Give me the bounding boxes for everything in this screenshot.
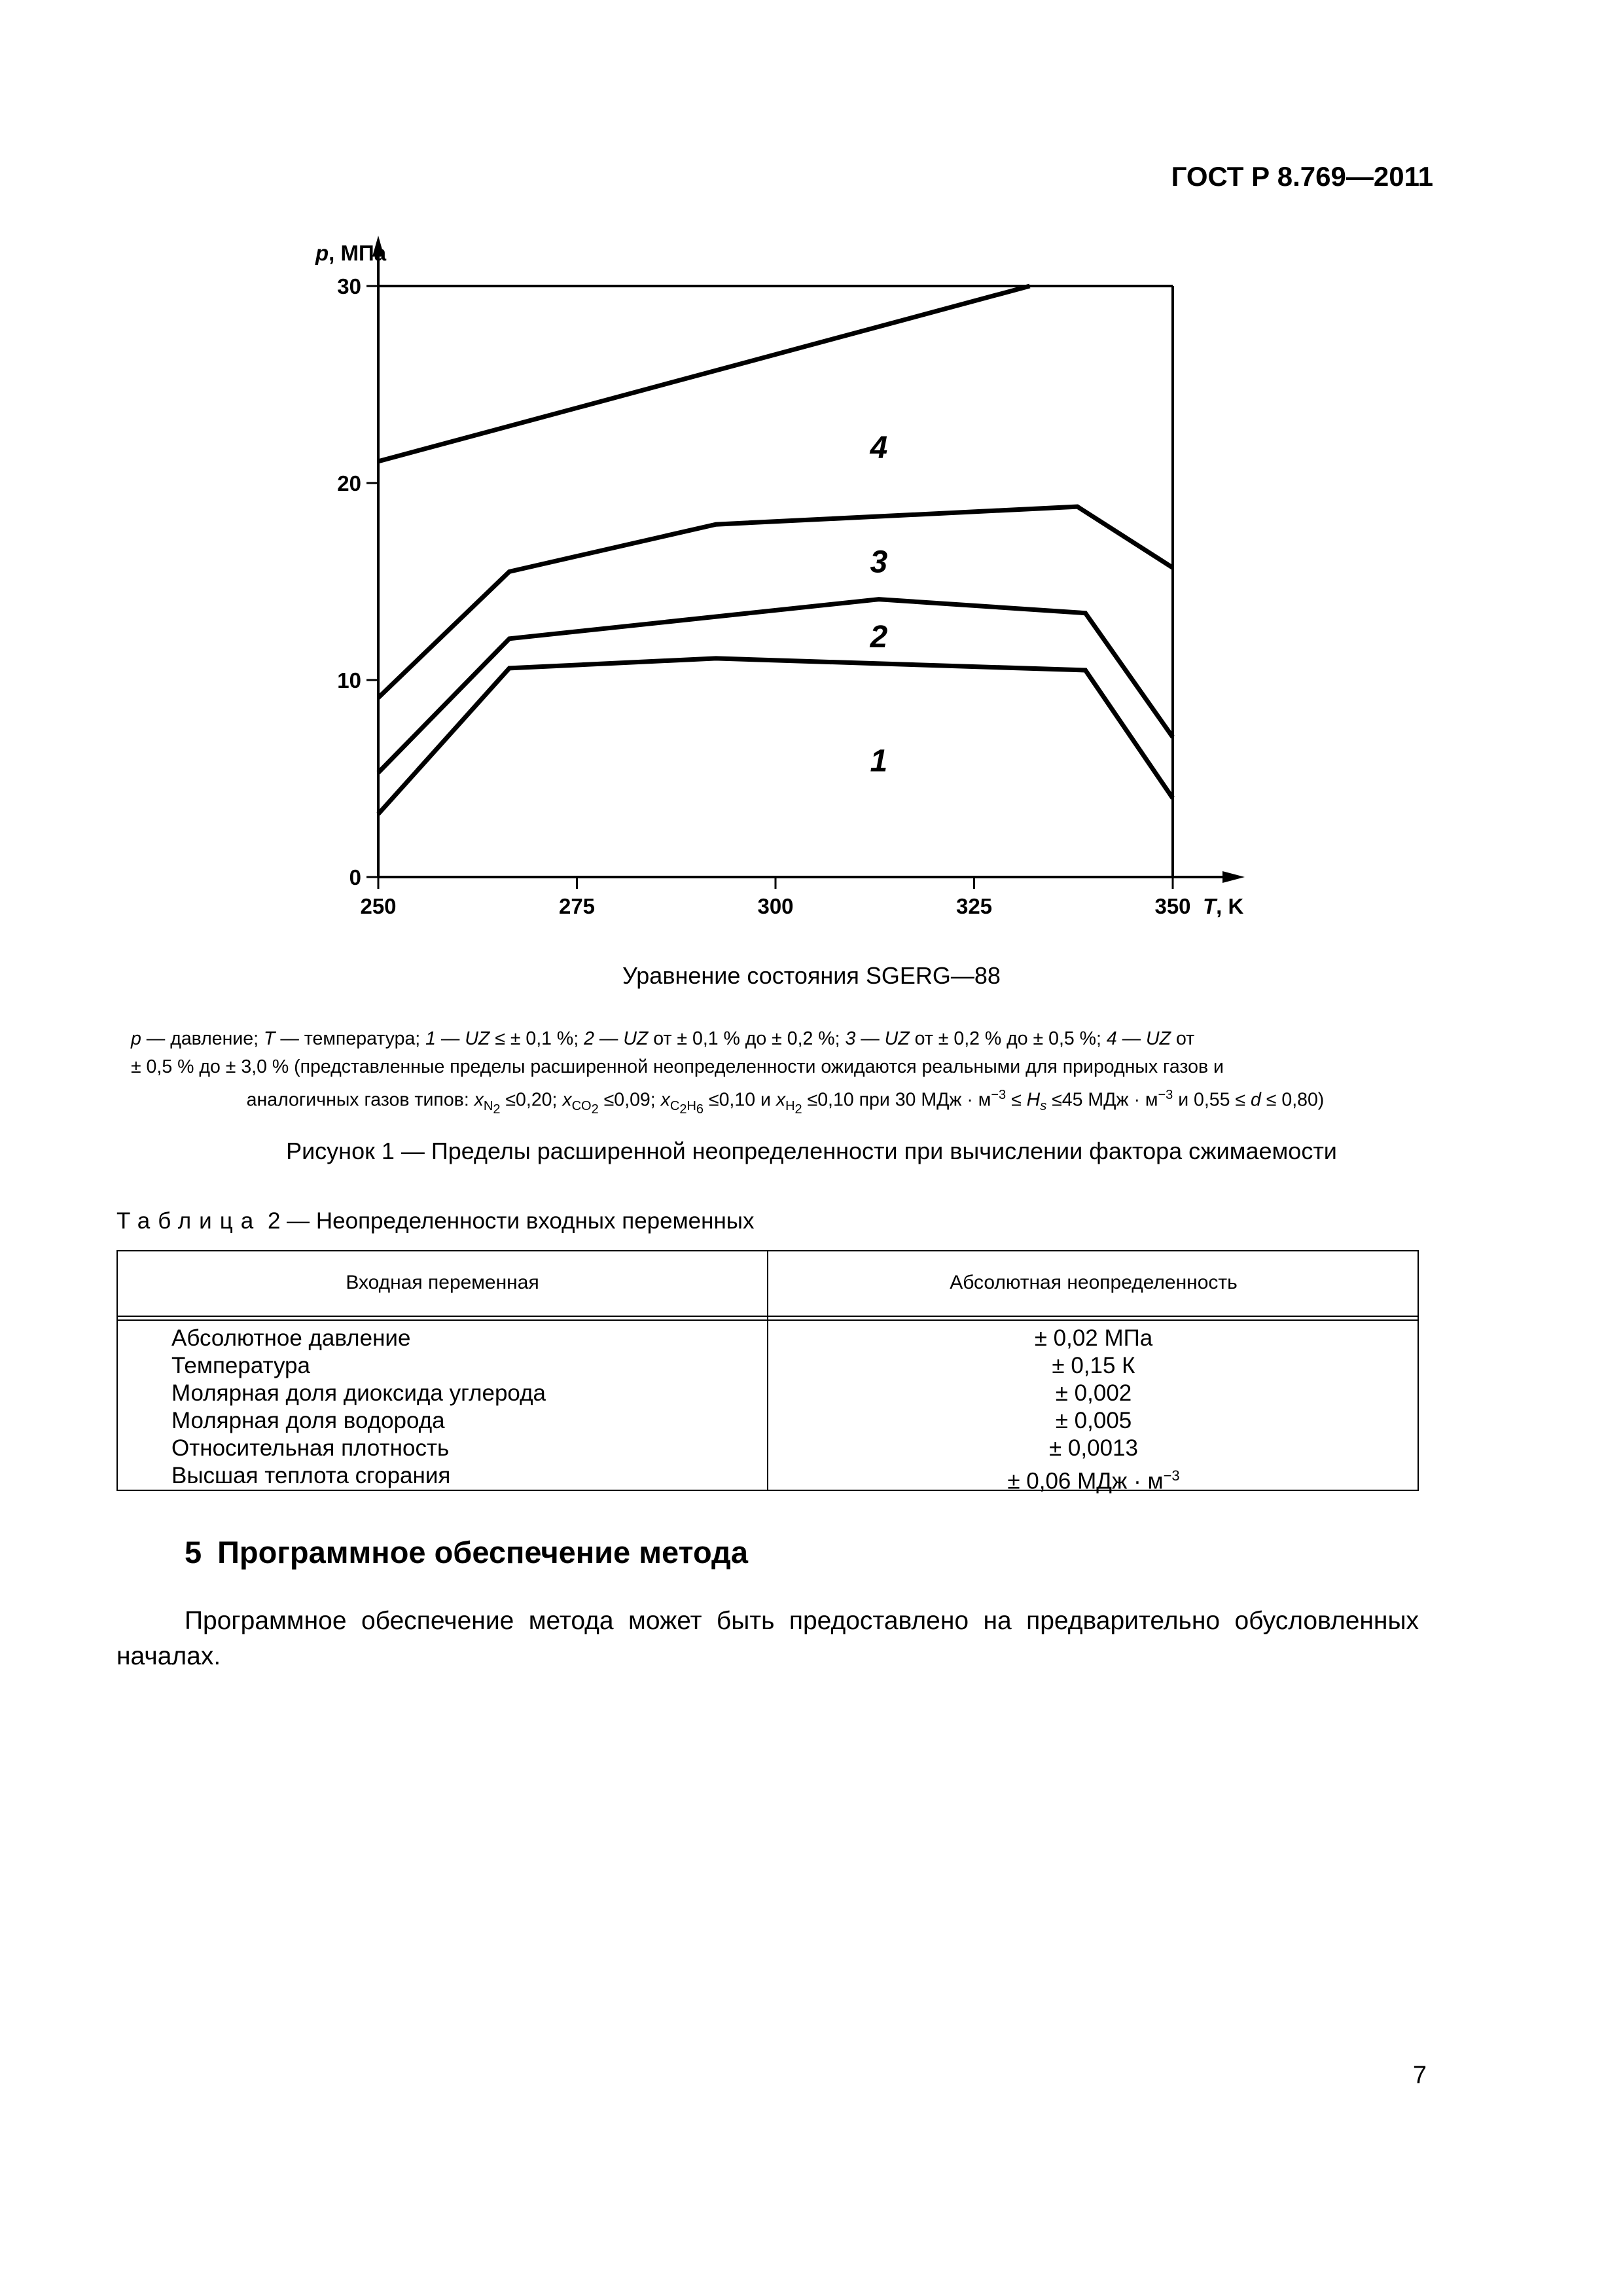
table-cell-uncertainty: ± 0,002 bbox=[1055, 1380, 1132, 1406]
table-cell-uncertainty: ± 0,0013 bbox=[1049, 1435, 1138, 1461]
table-cell-variable: Температура bbox=[171, 1353, 310, 1378]
region-label-2: 2 bbox=[870, 619, 888, 655]
table-cell-variable: Относительная плотность bbox=[171, 1435, 450, 1461]
table-cell-variable: Молярная доля диоксида углерода bbox=[171, 1380, 546, 1406]
section-number: 5 bbox=[185, 1535, 202, 1570]
page-number: 7 bbox=[1412, 2062, 1427, 2089]
table-caption bbox=[116, 1208, 754, 1234]
column-header-uncertainty: Абсолютная неопределенность bbox=[950, 1272, 1238, 1293]
x-tick-label: 350 bbox=[1154, 894, 1191, 918]
x-tick-label: 300 bbox=[757, 894, 794, 918]
x-axis-label: T, K bbox=[1203, 894, 1244, 918]
region-label-4: 4 bbox=[870, 430, 888, 465]
y-tick-label: 30 bbox=[337, 274, 361, 298]
table-cell-variable: Абсолютное давление bbox=[171, 1325, 411, 1351]
x-tick-label: 250 bbox=[360, 894, 397, 918]
y-tick-label: 20 bbox=[337, 471, 361, 495]
table-caption-prefix: Таблица bbox=[116, 1208, 262, 1234]
table-cell-uncertainty: ± 0,005 bbox=[1055, 1408, 1132, 1433]
chart-axes bbox=[372, 236, 1245, 883]
region-label-3: 3 bbox=[870, 545, 888, 580]
boundary-line-2 bbox=[378, 600, 1173, 773]
uncertainty-chart bbox=[0, 0, 1623, 956]
variable-column bbox=[171, 1325, 546, 1490]
x-tick-label: 325 bbox=[955, 894, 993, 918]
legend-line-1: p — давление; T — температура; 1 — UZ ≤ ± 0,1 %; 2 — UZ от ± 0,1 % до ± 0,2 %; 3 — UZ от ± 0,2 % до ± 0,5 %; 4 — UZ от bbox=[131, 1028, 1195, 1049]
section-heading bbox=[185, 1534, 748, 1570]
x-tick-label: 275 bbox=[558, 894, 596, 918]
table-cell-uncertainty: ± 0,06 МДж · $м^{-3}$ bbox=[1007, 1467, 1180, 1494]
column-header-variable: Входная переменная bbox=[346, 1272, 539, 1293]
document-code: ГОСТ Р 8.769—2011 bbox=[1171, 161, 1433, 192]
chart-ticks bbox=[315, 241, 1244, 918]
y-tick-label: 10 bbox=[337, 668, 361, 692]
y-axis-label: p, МПа bbox=[315, 241, 387, 265]
chart-region-labels bbox=[869, 431, 887, 779]
region-label-1: 1 bbox=[870, 744, 888, 779]
figure-legend bbox=[131, 1025, 1440, 1124]
chart-series bbox=[378, 286, 1173, 814]
equation-caption: Уравнение состояния SGERG—88 bbox=[622, 962, 1001, 989]
table-caption-text: 2 — Неопределенности входных переменных bbox=[261, 1208, 755, 1234]
legend-line-3: аналогичных газов типов: $x_{N_2} \le 0,20$; $x_{CO_2} \le 0,09$; $x_{C_2H_6} \le 0,10$ и $x_{H_2} \le 0,10$ при 30 МДж · $м^{-3} \le H_s \le 45$ МДж · $м^{-3}$ и 0,55 ≤ d ≤ 0,80) bbox=[246, 1088, 1325, 1117]
table-cell-variable: Высшая теплота сгорания bbox=[171, 1463, 451, 1488]
legend-line-2: ± 0,5 % до ± 3,0 % (представленные пределы расширенной неопределенности ожидаются реальными для природных газов и bbox=[131, 1056, 1224, 1077]
header-divider bbox=[118, 1316, 1418, 1317]
uncertainty-column bbox=[768, 1325, 1419, 1496]
uncertainty-table bbox=[116, 1250, 1419, 1494]
header-divider-double bbox=[118, 1319, 1418, 1321]
table-cell-uncertainty: ± 0,02 МПа bbox=[1034, 1325, 1153, 1351]
boundary-line-4 bbox=[378, 286, 1030, 461]
table-cell-variable: Молярная доля водорода bbox=[171, 1408, 445, 1433]
y-tick-label: 0 bbox=[349, 865, 361, 889]
boundary-line-1 bbox=[378, 658, 1173, 814]
x-axis-arrow bbox=[1222, 871, 1245, 883]
figure-caption: Рисунок 1 — Пределы расширенной неопределенности при вычислении фактора сжимаемости bbox=[286, 1138, 1337, 1164]
table-cell-uncertainty: ± 0,15 К bbox=[1052, 1353, 1135, 1378]
section-paragraph: Программное обеспечение метода может быть предоставлено на предварительно обусловленных началах. bbox=[116, 1607, 1419, 1670]
section-title: Программное обеспечение метода bbox=[217, 1535, 749, 1570]
